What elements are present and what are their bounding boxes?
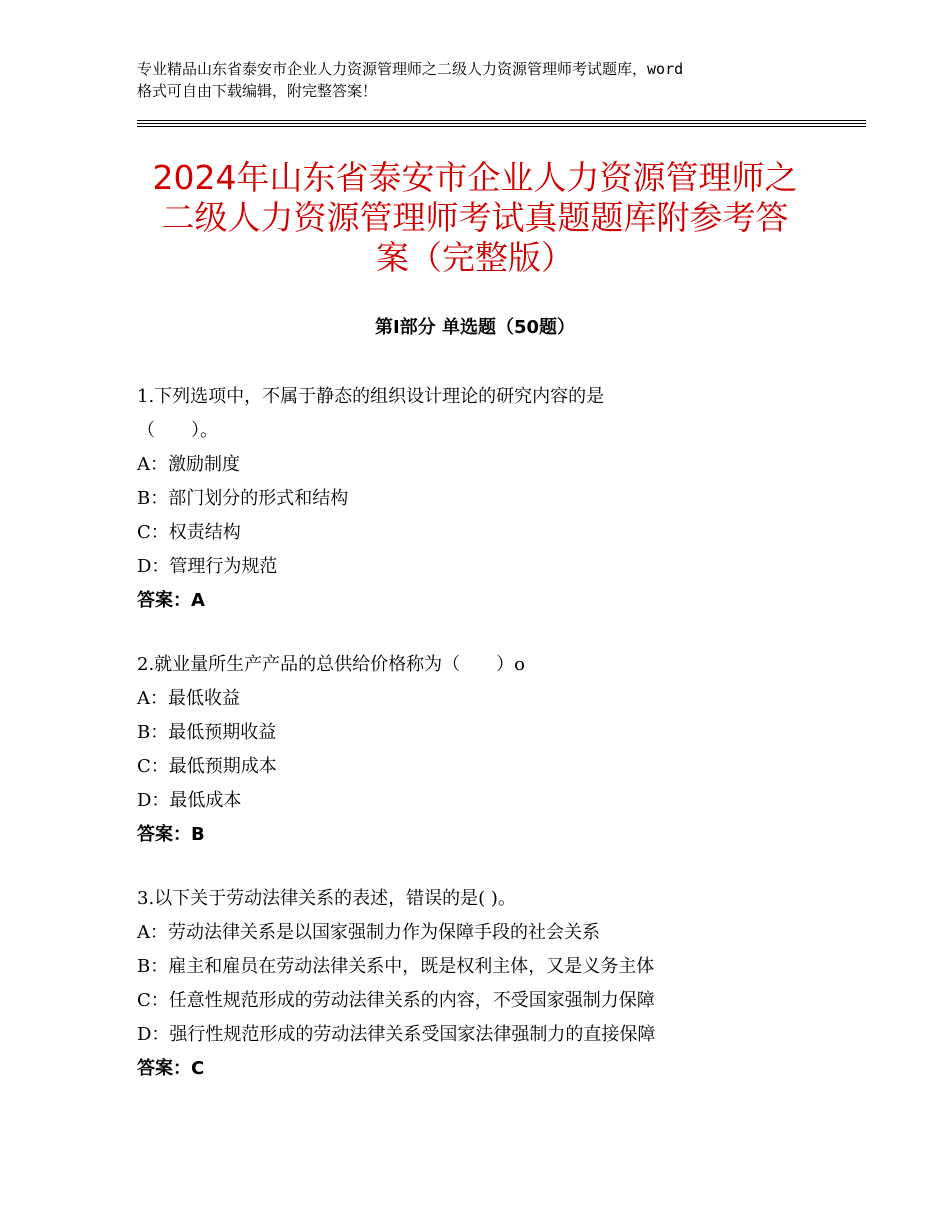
question-2 xyxy=(137,648,837,852)
header-divider-line xyxy=(137,126,866,127)
header-note-line-1: 专业精品山东省泰安市企业人力资源管理师之二级人力资源管理师考试题库，word xyxy=(137,60,684,78)
option-a: A：最低收益 xyxy=(137,688,240,709)
header-note-line-2: 格式可自由下载编辑，附完整答案！ xyxy=(137,82,378,100)
header-divider-line xyxy=(137,120,866,121)
option-d: D：强行性规范形成的劳动法律关系受国家法律强制力的直接保障 xyxy=(137,1024,656,1045)
option-b: B：雇主和雇员在劳动法律关系中，既是权利主体，又是义务主体 xyxy=(137,956,655,977)
option-d: D：管理行为规范 xyxy=(137,556,278,577)
option-c: C：最低预期成本 xyxy=(137,756,277,777)
option-b: B：部门划分的形式和结构 xyxy=(137,488,349,509)
option-c: C：权责结构 xyxy=(137,522,241,543)
question-stem: 2.就业量所生产产品的总供给价格称为（ ）o xyxy=(137,654,526,675)
answer: 答案：C xyxy=(137,1058,205,1079)
answer: 答案：B xyxy=(137,824,205,845)
document-title xyxy=(137,158,813,278)
document-title-line-2: 二级人力资源管理师考试真题题库附参考答 xyxy=(161,198,789,237)
question-stem: 1.下列选项中，不属于静态的组织设计理论的研究内容的是 xyxy=(137,386,605,407)
answer: 答案：A xyxy=(137,590,205,611)
option-a: A：激励制度 xyxy=(137,454,240,475)
question-stem: 3.以下关于劳动法律关系的表述，错误的是( )。 xyxy=(137,888,516,909)
question-1 xyxy=(137,380,837,618)
header-divider-line xyxy=(137,123,866,124)
document-title-line-1: 2024年山东省泰安市企业人力资源管理师之 xyxy=(152,158,798,197)
document-title-line-3: 案（完整版） xyxy=(376,238,574,277)
question-3 xyxy=(137,882,837,1086)
option-a: A：劳动法律关系是以国家强制力作为保障手段的社会关系 xyxy=(137,922,600,943)
option-c: C：任意性规范形成的劳动法律关系的内容，不受国家强制力保障 xyxy=(137,990,655,1011)
question-list xyxy=(137,380,837,1116)
section-title: 第Ⅰ部分 单选题（50题） xyxy=(374,317,575,338)
header-note xyxy=(137,58,827,102)
option-b: B：最低预期收益 xyxy=(137,722,277,743)
question-stem: （ ）。 xyxy=(137,420,218,441)
option-d: D：最低成本 xyxy=(137,790,242,811)
